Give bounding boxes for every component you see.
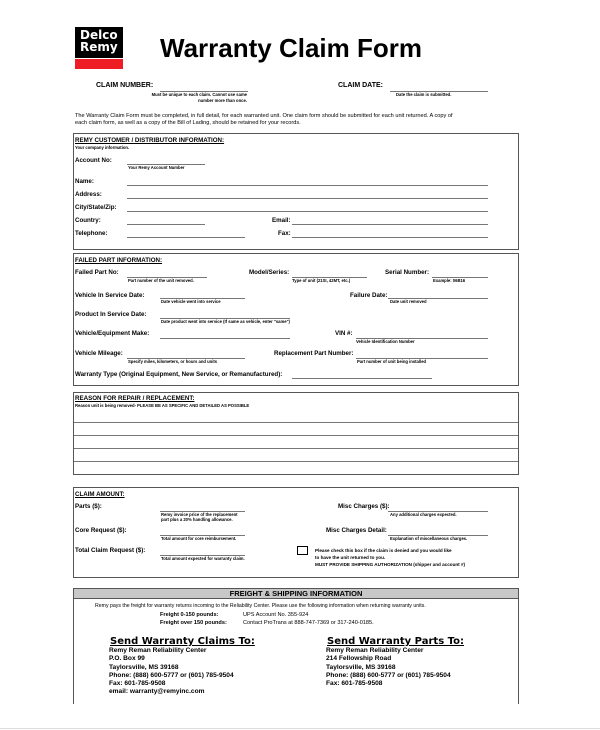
address-label: Address: (75, 191, 102, 198)
claims-address-header: Send Warranty Claims To: (110, 636, 255, 647)
misc-charges-label: Misc Charges ($): (338, 503, 390, 510)
section-subtitle: Your company information. (75, 145, 130, 150)
claim-number-label: CLAIM NUMBER: (96, 82, 154, 89)
section-header: REMY CUSTOMER / DISTRIBUTOR INFORMATION: (75, 137, 225, 144)
address-line: Remy Reman Reliability Center (109, 647, 207, 654)
address-line: Phone: (888) 600-5777 or (601) 785-9504 (109, 671, 234, 679)
warranty-type-field[interactable] (292, 378, 432, 379)
page-title: Warranty Claim Form (160, 33, 422, 63)
field-note: Example: 06B16 (433, 278, 466, 283)
freight-row-label: Freight 0-150 pounds: (160, 612, 219, 618)
parts-address-header: Send Warranty Parts To: (327, 636, 464, 647)
freight-intro: Remy pays the freight for warranty returns incoming to the Reliability Center. Please use the following information when returning warranty units. (95, 603, 426, 609)
parts-address (327, 636, 464, 688)
field-note: Type of unit (21SI, 42MT, etc.) (292, 278, 351, 283)
checkbox-text: Please check this box if the claim is denied and you would like (315, 548, 452, 553)
account-label: Account No: (75, 157, 112, 164)
field-note: Date vehicle went into service (161, 299, 221, 304)
reason-line[interactable] (74, 448, 518, 449)
address-line: P.O. Box 99 (109, 655, 145, 663)
address-line: Taylorsville, MS 39168 (109, 663, 179, 671)
model-label: Model/Series: (249, 269, 290, 276)
logo-line1: Delco (80, 28, 118, 42)
section-header: CLAIM AMOUNT: (75, 491, 125, 498)
claim-number-note2: number more than once. (198, 98, 247, 103)
vin-label: VIN #: (335, 330, 353, 337)
section-header: FAILED PART INFORMATION: (75, 257, 163, 264)
total-claim-label: Total Claim Request ($): (75, 547, 146, 554)
fax-label: Fax: (278, 230, 291, 237)
address-field[interactable] (127, 198, 488, 199)
field-note: Remy invoice price of the replacement (161, 512, 238, 517)
name-field[interactable] (127, 185, 488, 186)
freight-row-value: Contact ProTrans at 888-747-7369 or 317-240-0185. (243, 620, 374, 626)
address-line: 214 Fellowship Road (326, 655, 392, 663)
email-link[interactable]: email: warranty@remyinc.com (109, 688, 205, 696)
address-line: Fax: 601-785-9508 (109, 680, 166, 688)
claims-address (110, 636, 255, 697)
parts-label: Parts ($): (75, 503, 102, 510)
address-line: Remy Reman Reliability Center (326, 647, 424, 654)
fax-field[interactable] (292, 237, 488, 238)
address-line: Phone: (888) 600-5777 or (601) 785-9504 (326, 671, 451, 679)
checkbox-text: MUST PROVIDE SHIPPING AUTHORIZATION (shipper and account #) (315, 562, 466, 567)
field-note: Vehicle Identification Number (356, 339, 415, 344)
account-note: Your Remy Account Number (128, 165, 185, 170)
claims-address-lines (109, 647, 255, 697)
parts-address-lines (326, 647, 464, 688)
vehicle-make-field[interactable] (160, 338, 290, 339)
vehicle-make-label: Vehicle/Equipment Make: (75, 330, 150, 337)
failed-part-no-label: Failed Part No: (75, 269, 119, 276)
delco-remy-logo (75, 27, 123, 69)
section-header: REASON FOR REPAIR / REPLACEMENT: (75, 395, 195, 402)
claim-number-note: Must be unique to each claim. Cannot use same (151, 92, 247, 97)
section-subtitle: Reason unit is being removed- PLEASE BE AS SPECIFIC AND DETAILED AS POSSIBLE (75, 403, 250, 408)
product-in-service-label: Product In Service Date: (75, 311, 147, 318)
telephone-field[interactable] (127, 237, 245, 238)
misc-detail-label: Misc Charges Detail: (326, 527, 387, 534)
field-note: Any additional charges expected. (390, 512, 457, 517)
freight-row-label: Freight over 150 pounds: (160, 620, 227, 626)
logo-line2: Remy (80, 40, 118, 54)
field-note: part plus a 20% handling allowance. (161, 517, 233, 522)
reason-line[interactable] (74, 461, 518, 462)
reason-line[interactable] (74, 422, 518, 423)
field-note: Explanation of miscellaneous charges. (390, 536, 468, 541)
name-label: Name: (75, 178, 94, 185)
claim-date-note: Date the claim is submitted. (396, 92, 452, 97)
mileage-label: Vehicle Mileage: (75, 350, 123, 357)
telephone-label: Telephone: (75, 230, 108, 237)
field-note: Specify miles, kilometers, or hours and units (128, 359, 218, 364)
field-note: Total amount expected for warranty claim. (161, 556, 245, 561)
email-field[interactable] (292, 224, 488, 225)
address-line: Fax: 601-785-9508 (326, 680, 383, 688)
warranty-type-label: Warranty Type (Original Equipment, New Service, or Remanufactured): (75, 371, 283, 378)
field-note: Part number of unit being installed (357, 359, 427, 364)
country-field[interactable] (127, 224, 205, 225)
intro-line: each claim form, as well as a copy of the Bill of Lading, should be retained for your records. (75, 120, 301, 126)
field-note: Part number of the unit removed. (128, 278, 194, 283)
customer-section (73, 133, 519, 250)
freight-row-value: UPS Account No. 355-924 (243, 612, 309, 618)
core-request-label: Core Request ($): (75, 527, 127, 534)
reason-line[interactable] (74, 435, 518, 436)
email-label: Email: (272, 217, 291, 224)
country-label: Country: (75, 217, 101, 224)
replacement-label: Replacement Part Number: (274, 350, 354, 357)
page-bottom-divider (0, 728, 600, 729)
intro-line: The Warranty Claim Form must be completed, in full detail, for each warranted unit. One claim form should be submitted for each unit returned. A copy of (75, 113, 453, 119)
logo-red-bar (75, 59, 123, 69)
field-note: Date product went into service (If same as vehicle, enter "same") (161, 319, 290, 324)
field-note: Date unit removed (390, 299, 427, 304)
vehicle-in-service-label: Vehicle In Service Date: (75, 292, 145, 299)
address-line: Taylorsville, MS 39168 (326, 663, 396, 671)
freight-header-bar: FREIGHT & SHIPPING INFORMATION (74, 589, 518, 599)
failed-part-section (73, 253, 519, 386)
city-label: City/State/Zip: (75, 204, 117, 211)
return-unit-checkbox[interactable] (297, 546, 308, 555)
city-field[interactable] (127, 211, 488, 212)
field-note: Total amount for core reimbursement. (161, 536, 237, 541)
intro-text (75, 113, 453, 127)
serial-label: Serial Number: (385, 269, 430, 276)
checkbox-text: to have the unit returned to you. (315, 555, 386, 560)
claim-date-label: CLAIM DATE: (338, 82, 383, 89)
failure-date-label: Failure Date: (350, 292, 388, 299)
